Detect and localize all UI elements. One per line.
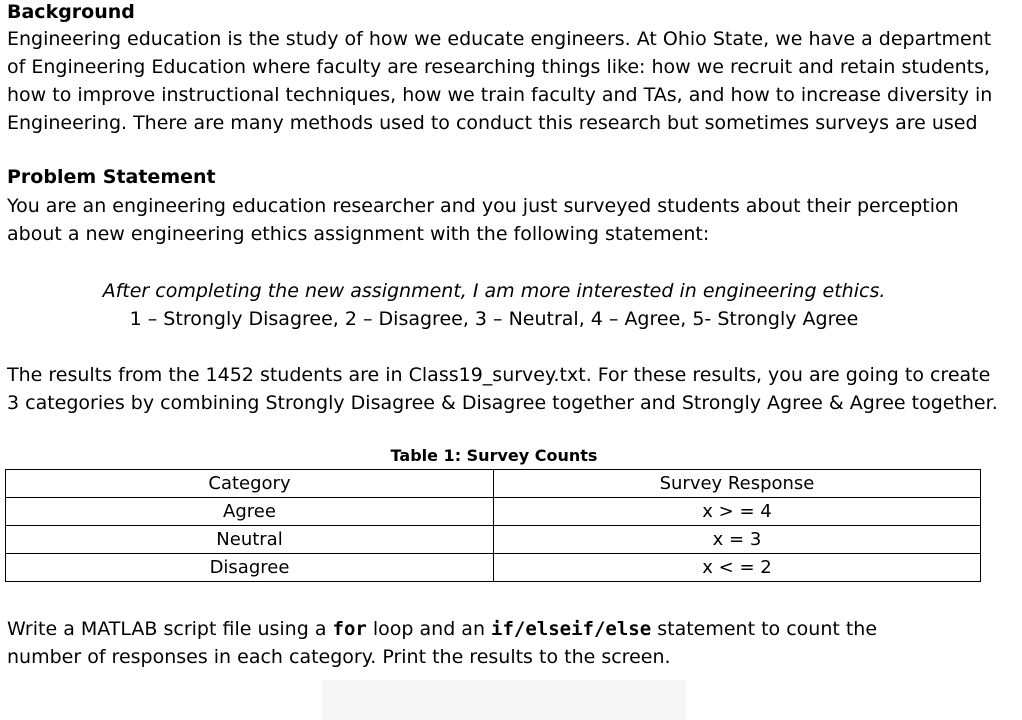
category-cell: Agree	[6, 498, 494, 526]
task-line-1	[7, 615, 877, 643]
survey-counts-table	[5, 469, 981, 582]
problem-line: You are an engineering education researcher and you just surveyed students about their perception	[7, 195, 959, 217]
task-text: loop and an	[366, 618, 492, 640]
response-cell: x < = 2	[494, 554, 981, 582]
survey-statement: After completing the new assignment, I am more interested in engineering ethics.	[102, 280, 886, 302]
response-cell: x > = 4	[494, 498, 981, 526]
problem-section	[7, 165, 959, 248]
background-line: Engineering. There are many methods used to conduct this research but sometimes surveys are used	[7, 112, 978, 134]
header-category: Category	[6, 470, 494, 498]
code-for: for	[332, 618, 367, 640]
table-header-row	[6, 470, 981, 498]
task-text: statement to count the	[651, 618, 878, 640]
survey-statement-block	[7, 277, 981, 333]
category-cell: Disagree	[6, 554, 494, 582]
table-row	[6, 498, 981, 526]
table-row	[6, 526, 981, 554]
results-line: 3 categories by combining Strongly Disagree & Disagree together and Strongly Agree & Agree together.	[7, 392, 998, 414]
header-survey-response: Survey Response	[494, 470, 981, 498]
background-heading: Background	[7, 1, 135, 23]
results-section	[7, 361, 998, 417]
faded-toolbar-overlay	[322, 680, 686, 720]
table-row	[6, 554, 981, 582]
task-text: Write a MATLAB script file using a	[7, 618, 333, 640]
problem-heading: Problem Statement	[7, 166, 216, 188]
task-line-2: number of responses in each category. Print the results to the screen.	[7, 646, 671, 668]
response-cell: x = 3	[494, 526, 981, 554]
results-line: The results from the 1452 students are in Class19_survey.txt. For these results, you are going to create	[7, 364, 991, 386]
background-line: Engineering education is the study of how we educate engineers. At Ohio State, we have a department	[7, 28, 992, 50]
background-line: how to improve instructional techniques, how we train faculty and TAs, and how to increase diversity in	[7, 84, 993, 106]
background-section	[7, 0, 992, 137]
problem-line: about a new engineering ethics assignment with the following statement:	[7, 223, 710, 245]
task-section	[7, 615, 877, 671]
background-line: of Engineering Education where faculty are researching things like: how we recruit and retain students,	[7, 56, 991, 78]
table-caption: Table 1: Survey Counts	[390, 446, 598, 465]
category-cell: Neutral	[6, 526, 494, 554]
likert-scale: 1 – Strongly Disagree, 2 – Disagree, 3 – Neutral, 4 – Agree, 5- Strongly Agree	[129, 308, 859, 330]
code-if-elseif-else: if/elseif/else	[491, 618, 652, 640]
